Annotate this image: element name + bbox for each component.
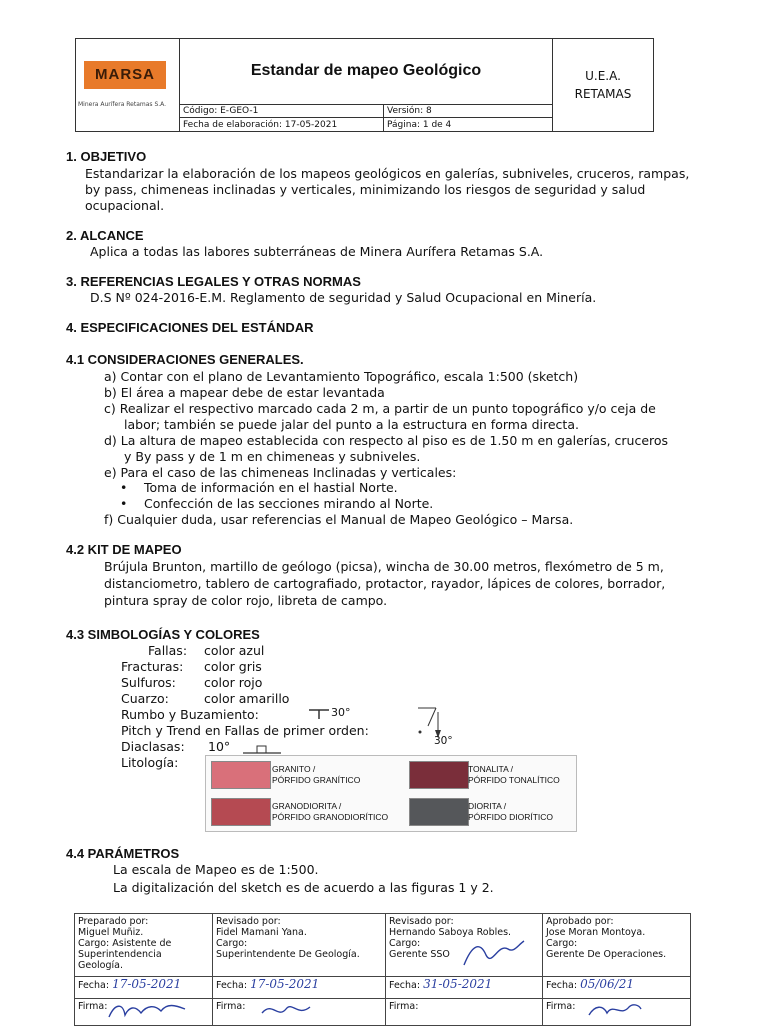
bullet-dot: • (120, 496, 128, 511)
simbologia-value: color rojo (204, 675, 263, 690)
firma-cell (75, 999, 213, 1026)
granodiorita-label-2: PÓRFIDO GRANODIORÍTICO (272, 812, 389, 822)
objetivo-text: Estandarizar la elaboración de los mapeos geológicos en galerías, subniveles, cruceros, rampas, by pass, chimeneas inclinadas y verticales, minimizando los riesgos de seguridad y salud ocupacional. (85, 166, 690, 213)
cargo-value: Superintendente De Geología. (216, 949, 360, 960)
marsa-logo: MARSA (84, 61, 166, 89)
firma-cell (213, 999, 386, 1026)
granodiorita-label-1: GRANODIORITA / (272, 801, 342, 811)
person-name: Jose Moran Montoya. (546, 927, 646, 938)
consideracion-d: d) La altura de mapeo establecida con respecto al piso es de 1.50 m en galerías, cruceros (104, 433, 669, 448)
tonalita-label-1: TONALITA / (468, 764, 514, 774)
fecha-cell (543, 977, 691, 999)
version-field: Versión: 8 (384, 104, 553, 118)
parametros-escala: La escala de Mapeo es de 1:500. (113, 862, 319, 877)
fecha-handwritten: 05/06/21 (580, 977, 634, 991)
referencias-text: D.S Nº 024-2016-E.M. Reglamento de seguridad y Salud Ocupacional en Minería. (90, 290, 597, 305)
strike-dip-icon (308, 707, 330, 721)
fecha-handwritten: 31-05-2021 (423, 977, 493, 991)
diaclasas-label: Diaclasas: (121, 739, 185, 754)
cargo-value: Superintendencia Geología. (78, 949, 162, 971)
person-name: Hernando Saboya Robles. (389, 927, 512, 938)
firma-cell (386, 999, 543, 1026)
cargo-label: Cargo: (546, 938, 578, 949)
diorita-label-1: DIORITA / (468, 801, 507, 811)
pitch-label: Pitch y Trend en Fallas de primer orden: (121, 723, 369, 738)
litologia-label: Litología: (121, 755, 179, 770)
simbologia-label: Fallas: (148, 643, 188, 658)
pagina-field: Página: 1 de 4 (384, 118, 553, 132)
cargo-value: Gerente SSO (389, 949, 450, 960)
document-title: Estandar de mapeo Geológico (180, 39, 553, 105)
diaclasas-value: 10° (208, 739, 231, 754)
consideracion-f: f) Cualquier duda, usar referencias el Manual de Mapeo Geológico – Marsa. (104, 512, 574, 527)
joint-symbol-icon (243, 743, 283, 755)
fecha-handwritten: 17-05-2021 (250, 977, 320, 991)
signature-icon (105, 999, 195, 1021)
parametros-heading: 4.4 PARÁMETROS (66, 846, 180, 861)
consideracion-e-bullet-1: Toma de información en el hastial Norte. (144, 480, 398, 495)
firma-label: Firma: (546, 1001, 576, 1012)
consideracion-c-cont: labor; también se puede jalar del punto a la estructura en forma directa. (124, 417, 579, 432)
role-label: Aprobado por: (546, 916, 614, 927)
alcance-heading: 2. ALCANCE (66, 228, 144, 243)
firma-label: Firma: (389, 1001, 419, 1012)
referencias-heading: 3. REFERENCIAS LEGALES Y OTRAS NORMAS (66, 274, 361, 289)
revisado-1-cell (213, 914, 386, 977)
fecha-cell (386, 977, 543, 999)
firma-label: Firma: (78, 1001, 108, 1012)
approval-table (74, 913, 691, 1026)
tonalita-swatch (409, 761, 469, 789)
granito-swatch (211, 761, 271, 789)
aprobado-cell (543, 914, 691, 977)
parametros-digitalizacion: La digitalización del sketch es de acuerdo a las figuras 1 y 2. (113, 880, 494, 895)
simbologias-heading: 4.3 SIMBOLOGÍAS Y COLORES (66, 627, 260, 642)
consideracion-d-cont: y By pass y de 1 m en chimeneas y subniveles. (124, 449, 421, 464)
fecha-label: Fecha: (389, 980, 421, 991)
logo-subtitle: Minera Aurífera Retamas S.A. (78, 101, 167, 108)
consideracion-a: a) Contar con el plano de Levantamiento Topográfico, escala 1:500 (sketch) (104, 369, 579, 384)
signature-icon (458, 935, 528, 975)
preparado-cell (75, 914, 213, 977)
consideracion-c: c) Realizar el respectivo marcado cada 2 m, a partir de un punto topográfico y/o ceja de (104, 401, 656, 416)
fecha-cell (75, 977, 213, 999)
uea-cell (553, 39, 654, 132)
consideracion-e: e) Para el caso de las chimeneas Inclinadas y verticales: (104, 465, 457, 480)
fecha-label: Fecha: (216, 980, 248, 991)
firma-label: Firma: (216, 1001, 246, 1012)
granito-label-2: PÓRFIDO GRANÍTICO (272, 775, 361, 785)
consideracion-e-bullet-2: Confección de las secciones mirando al Norte. (144, 496, 434, 511)
granodiorita-swatch (211, 798, 271, 826)
diorita-swatch (409, 798, 469, 826)
person-name: Fidel Mamani Yana. (216, 927, 307, 938)
granito-label-1: GRANITO / (272, 764, 316, 774)
kit-text: Brújula Brunton, martillo de geólogo (picsa), wincha de 30.00 metros, flexómetro de 5 m, distanciometro, tablero de cartografiado, protactor, rayador, lápices de colores, borrador, pintura spray de color rojo, libreta de campo. (104, 559, 666, 608)
uea-label: U.E.A. (585, 69, 621, 83)
fecha-label: Fecha: (546, 980, 578, 991)
document-header (75, 38, 654, 132)
role-label: Preparado por: (78, 916, 149, 927)
cargo-label: Cargo: (216, 938, 248, 949)
consideracion-b: b) El área a mapear debe de estar levantada (104, 385, 385, 400)
fecha-handwritten: 17-05-2021 (112, 977, 182, 991)
simbologia-label: Cuarzo: (121, 691, 169, 706)
simbologia-value: color amarillo (204, 691, 290, 706)
simbologia-value: color gris (204, 659, 262, 674)
uea-retamas: RETAMAS (574, 87, 632, 101)
especificaciones-heading: 4. ESPECIFICACIONES DEL ESTÁNDAR (66, 320, 314, 335)
alcance-text: Aplica a todas las labores subterráneas de Minera Aurífera Retamas S.A. (90, 244, 544, 259)
fecha-cell (213, 977, 386, 999)
cargo-value: Gerente De Operaciones. (546, 949, 667, 960)
person-name: Miguel Muñiz. (78, 927, 144, 938)
codigo-field: Código: E-GEO-1 (180, 104, 384, 118)
signature-icon (585, 999, 645, 1021)
simbologia-label: Sulfuros: (121, 675, 176, 690)
diorita-label-2: PÓRFIDO DIORÍTICO (468, 812, 553, 822)
litologia-legend (205, 755, 577, 832)
cargo-label: Cargo: (389, 938, 421, 949)
tonalita-label-2: PÓRFIDO TONALÍTICO (468, 775, 560, 785)
simbologia-value: color azul (204, 643, 265, 658)
kit-heading: 4.2 KIT DE MAPEO (66, 542, 182, 557)
consideraciones-heading: 4.1 CONSIDERACIONES GENERALES. (66, 352, 304, 367)
pitch-value: 30° (434, 735, 453, 747)
bullet-dot: • (120, 480, 128, 495)
logo-cell (76, 39, 180, 132)
role-label: Revisado por: (389, 916, 454, 927)
fecha-label: Fecha: (78, 980, 110, 991)
cargo-label: Cargo: Asistente de (78, 938, 172, 949)
firma-cell (543, 999, 691, 1026)
objetivo-heading: 1. OBJETIVO (66, 149, 147, 164)
signature-icon (258, 999, 318, 1021)
simbologia-label: Fracturas: (121, 659, 184, 674)
role-label: Revisado por: (216, 916, 281, 927)
rumbo-value: 30° (331, 706, 351, 719)
fecha-elaboracion-field: Fecha de elaboración: 17-05-2021 (180, 118, 384, 132)
rumbo-label: Rumbo y Buzamiento: (121, 707, 259, 722)
